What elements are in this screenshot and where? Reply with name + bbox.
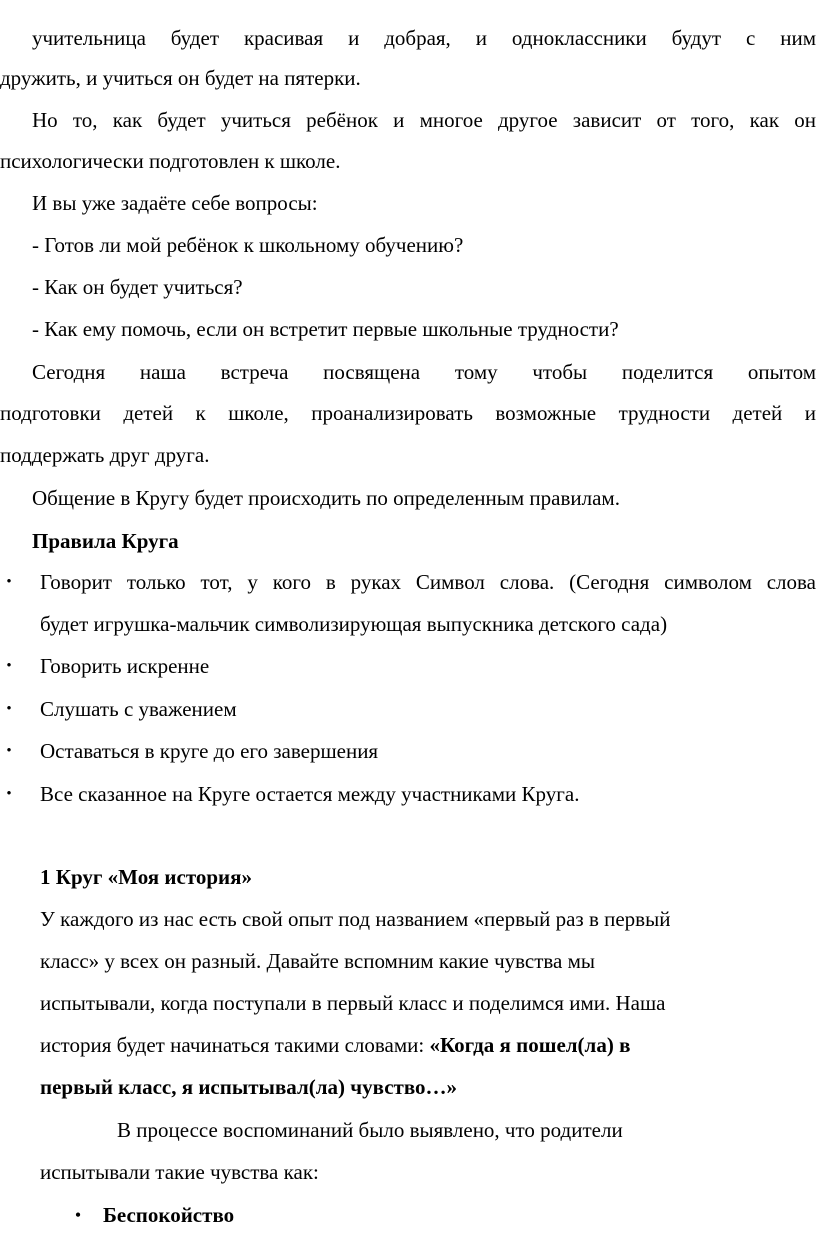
circle-text-line (40, 1030, 816, 1060)
bullet-icon: • (74, 1205, 82, 1225)
rule-item: Слушать с уважением (40, 697, 237, 721)
paragraph-line: дружить, и учиться он будет на пятерки. (0, 66, 361, 90)
paragraph-line: Но то, как будет учиться ребёнок и многое другое зависит от того, как он (32, 108, 816, 132)
question-line: - Как он будет учиться? (32, 275, 243, 299)
memory-line: испытывали такие чувства как: (40, 1160, 319, 1184)
paragraph-line: подготовки детей к школе, проанализировать возможные трудности детей и (0, 401, 816, 425)
paragraph-line: поддержать друг друга. (0, 443, 210, 467)
rule-item: Говорить искренне (40, 654, 210, 678)
paragraph-line: Общение в Кругу будет происходить по определенным правилам. (32, 486, 620, 510)
circle-text-line: испытывали, когда поступали в первый класс и поделимся ими. Наша (40, 991, 666, 1015)
circle-text-bold-line: первый класс, я испытывал(ла) чувство…» (40, 1075, 458, 1099)
bullet-icon: • (6, 574, 12, 590)
rule-item: Говорит только тот, у кого в руках Символ слова. (Сегодня символом слова (40, 570, 816, 594)
circle-text-line: класс» у всех он разный. Давайте вспомним какие чувства мы (40, 949, 596, 973)
circle-text-line: У каждого из нас есть свой опыт под названием «первый раз в первый (40, 907, 671, 931)
question-line: - Как ему помочь, если он встретит первые школьные трудности? (32, 317, 619, 341)
paragraph-line: учительница будет красивая и добрая, и одноклассники будут с ним (32, 26, 816, 50)
memory-line: В процессе воспоминаний было выявлено, что родители (117, 1118, 623, 1142)
bullet-icon: • (6, 658, 12, 674)
circle-text-normal: история будет начинаться такими словами: (40, 1033, 430, 1057)
rule-item: Все сказанное на Круге остается между участниками Круга. (40, 782, 580, 806)
bullet-icon: • (6, 743, 12, 759)
rules-heading: Правила Круга (32, 529, 179, 553)
paragraph-line: И вы уже задаёте себе вопросы: (32, 191, 318, 215)
question-line: - Готов ли мой ребёнок к школьному обучению? (32, 233, 464, 257)
feeling-item: Беспокойство (103, 1203, 235, 1227)
circle-heading: 1 Круг «Моя история» (40, 865, 253, 889)
paragraph-line: Сегодня наша встреча посвящена тому чтобы поделится опытом (32, 360, 816, 384)
paragraph-line: психологически подготовлен к школе. (0, 149, 341, 173)
rule-item: Оставаться в круге до его завершения (40, 739, 379, 763)
circle-text-bold: «Когда я пошел(ла) в (429, 1033, 631, 1057)
rule-item: будет игрушка-мальчик символизирующая выпускника детского сада) (40, 612, 668, 636)
bullet-icon: • (6, 786, 12, 802)
bullet-icon: • (6, 701, 12, 717)
